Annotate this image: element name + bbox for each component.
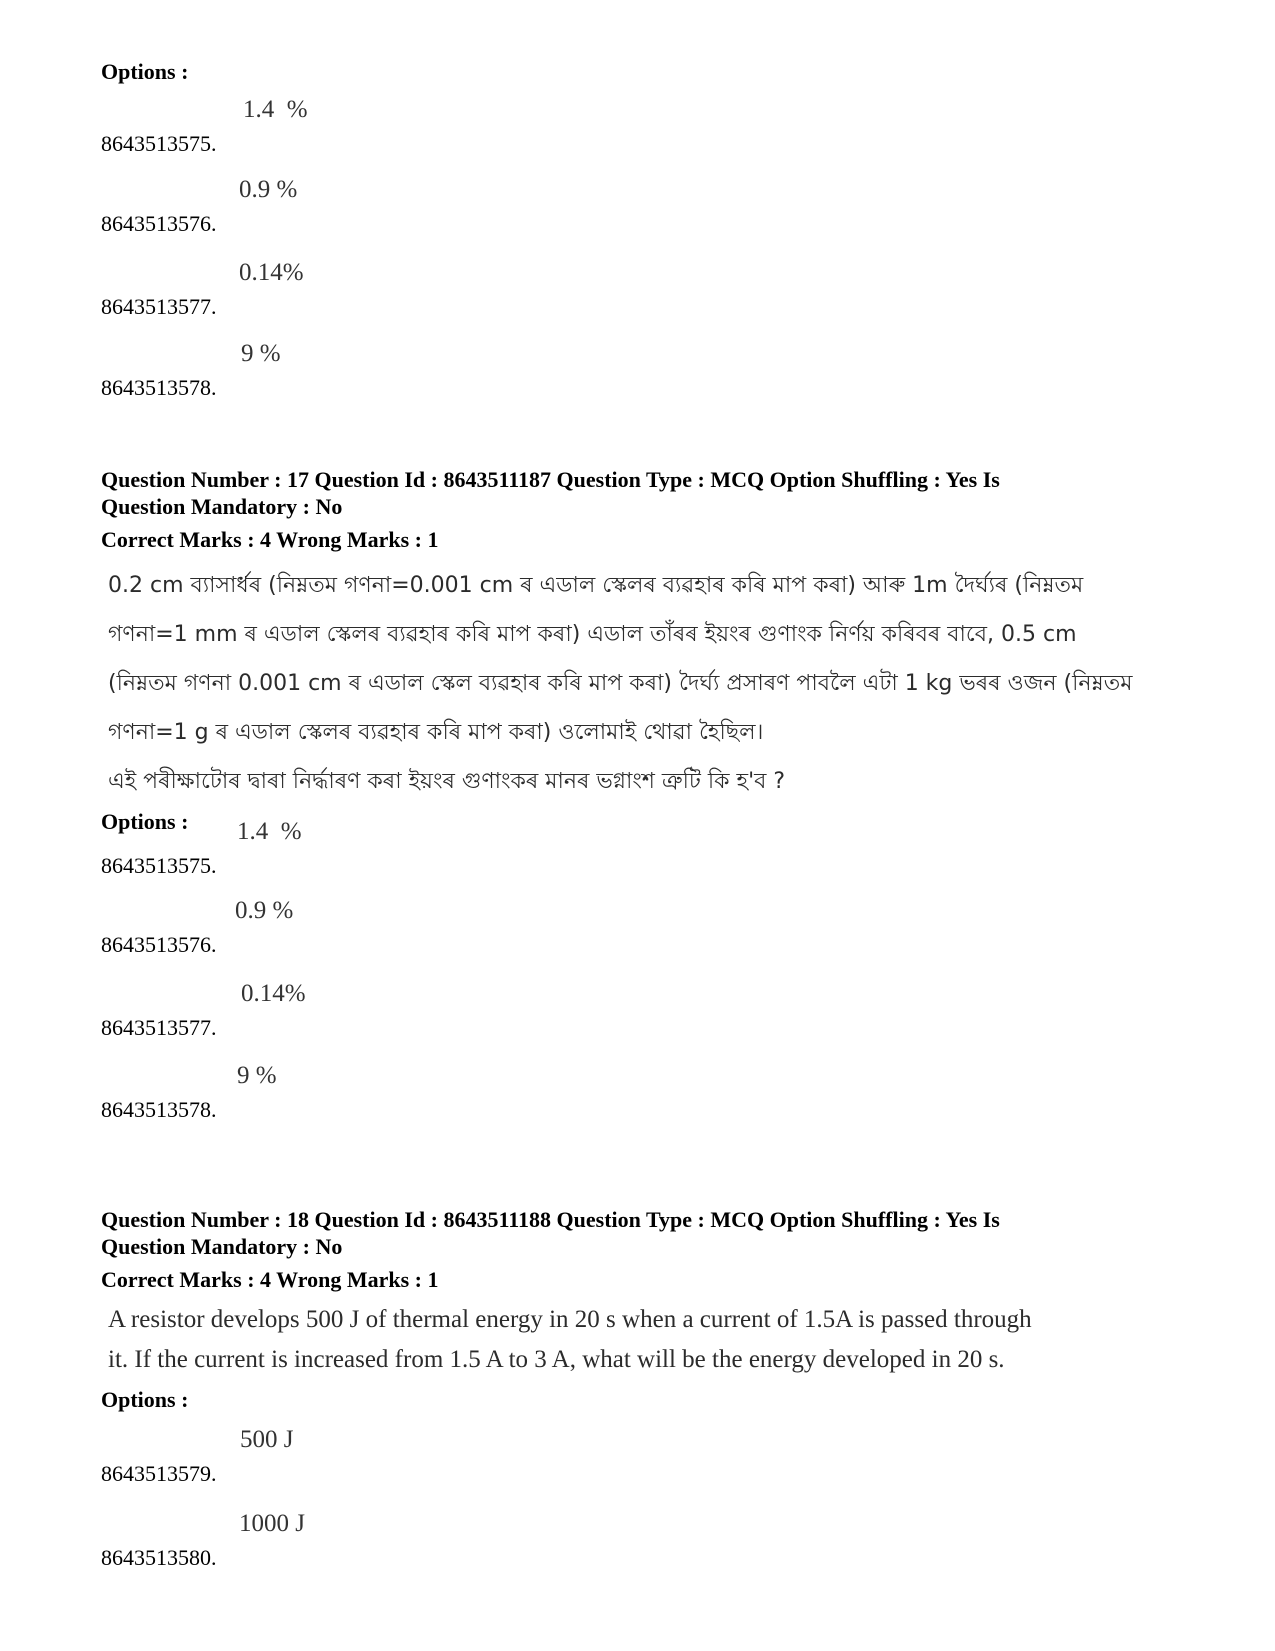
option-id: 8643513576. (101, 932, 217, 957)
question-text-line: গণনা=1 mm ৰ এডাল স্কেলৰ ব্যৱহাৰ কৰি মাপ কৰা) এডাল তাঁৰৰ ইয়ংৰ গুণাংক নিৰ্ণয় কৰিবৰ বাবে, 0.5 cm (108, 622, 1077, 647)
question-18-text (108, 1300, 1183, 1380)
option-id: 8643513579. (101, 1461, 217, 1486)
question-meta: Question Number : 17 Question Id : 8643511187 Question Type : MCQ Option Shuffling : Yes Is (101, 467, 1000, 492)
options-label: Options : (101, 59, 189, 84)
option-item[interactable] (101, 96, 701, 156)
question-marks: Correct Marks : 4 Wrong Marks : 1 (101, 527, 439, 552)
option-item[interactable] (101, 1062, 701, 1122)
option-id: 8643513577. (101, 294, 217, 319)
option-item[interactable] (101, 176, 701, 236)
option-item[interactable] (101, 818, 701, 878)
option-item[interactable] (101, 1426, 701, 1486)
option-value: 1.4 % (237, 818, 302, 845)
options-label: Options : (101, 809, 189, 834)
options-label: Options : (101, 1387, 189, 1412)
option-value: 9 % (241, 340, 281, 367)
option-value: 0.14% (239, 259, 304, 286)
question-mandatory: Question Mandatory : No (101, 494, 343, 519)
question-text-line: it. If the current is increased from 1.5 A to 3 A, what will be the energy developed in 20 s. (108, 1346, 1005, 1373)
question-meta: Question Number : 18 Question Id : 8643511188 Question Type : MCQ Option Shuffling : Yes Is (101, 1207, 1000, 1232)
option-item[interactable] (101, 1510, 701, 1570)
option-item[interactable] (101, 980, 701, 1040)
question-mandatory: Question Mandatory : No (101, 1234, 343, 1259)
option-value: 1000 J (239, 1510, 305, 1537)
question-17-header (101, 466, 1161, 553)
question-text-line: (নিম্নতম গণনা 0.001 cm ৰ এডাল স্কেল ব্যৱহাৰ কৰি মাপ কৰা) দৈৰ্ঘ্য প্ৰসাৰণ পাবলৈ এটা 1 kg ভৰৰ ওজন (নিম্নতম (108, 671, 1133, 696)
option-value: 0.9 % (239, 176, 298, 203)
option-id: 8643513575. (101, 131, 217, 156)
option-id: 8643513576. (101, 211, 217, 236)
question-17-text (108, 561, 1183, 806)
question-text-line: গণনা=1 g ৰ এডাল স্কেলৰ ব্যৱহাৰ কৰি মাপ কৰা) ওলোমাই থোৱা হৈছিল। (108, 720, 764, 745)
question-text-line: A resistor develops 500 J of thermal energy in 20 s when a current of 1.5A is passed through (108, 1306, 1032, 1333)
option-value: 1.4 % (243, 96, 308, 123)
option-id: 8643513575. (101, 853, 217, 878)
option-id: 8643513580. (101, 1545, 217, 1570)
option-id: 8643513577. (101, 1015, 217, 1040)
option-value: 0.14% (241, 980, 306, 1007)
option-value: 0.9 % (235, 897, 294, 924)
option-id: 8643513578. (101, 375, 217, 400)
option-value: 9 % (237, 1062, 277, 1089)
question-text-line: 0.2 cm ব্যাসাৰ্ধৰ (নিম্নতম গণনা=0.001 cm ৰ এডাল স্কেলৰ ব্যৱহাৰ কৰি মাপ কৰা) আৰু 1m দৈৰ্ঘ্যৰ (নিম্নতম (108, 573, 1084, 598)
option-id: 8643513578. (101, 1097, 217, 1122)
option-value: 500 J (240, 1426, 294, 1453)
option-item[interactable] (101, 897, 701, 957)
question-marks: Correct Marks : 4 Wrong Marks : 1 (101, 1267, 439, 1292)
question-text-line: এই পৰীক্ষাটোৰ দ্বাৰা নিৰ্দ্ধাৰণ কৰা ইয়ংৰ গুণাংকৰ মানৰ ভগ্নাংশ ত্ৰুটি কি হ'ব ? (108, 769, 786, 794)
option-item[interactable] (101, 259, 701, 319)
option-item[interactable] (101, 340, 701, 400)
question-18-header (101, 1206, 1161, 1293)
